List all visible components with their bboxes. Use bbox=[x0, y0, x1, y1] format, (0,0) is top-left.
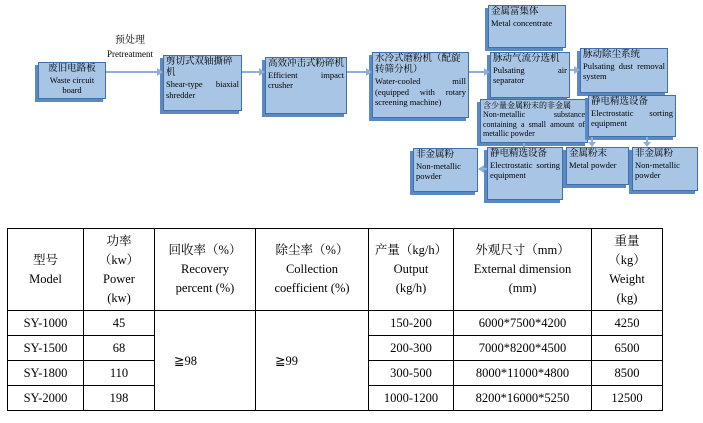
header-line: (kw) bbox=[107, 290, 131, 305]
flow-box-metal-concentrate bbox=[488, 5, 566, 48]
cell-weight: 4250 bbox=[592, 311, 663, 336]
arrow-crusher-to-mill bbox=[347, 71, 371, 73]
cell-power: 68 bbox=[84, 336, 155, 361]
water-cooled-mill-en: Water-cooled mill (equipped with rotary screening machine) bbox=[375, 76, 466, 107]
waste-circuit-board-zh: 废旧电路板 bbox=[48, 64, 96, 74]
pulsating-dust-removal-en: Pulsating dust removal system bbox=[583, 61, 665, 82]
col-header-weight bbox=[592, 229, 663, 311]
flow-box-electrostatic-left bbox=[487, 147, 563, 200]
nonmetal-powder-left-zh: 非金属粉 bbox=[416, 150, 455, 160]
spec-table bbox=[7, 228, 663, 411]
arrowhead-icon bbox=[643, 142, 651, 147]
header-line: percent (%) bbox=[175, 281, 235, 295]
col-header-dimension bbox=[454, 229, 592, 311]
flow-box-impact-crusher bbox=[265, 57, 347, 114]
table-header-row bbox=[8, 229, 663, 311]
electrostatic-right-en: Electrostatic sorting equipment bbox=[591, 108, 673, 129]
cell-power: 45 bbox=[84, 311, 155, 336]
cell-power: 198 bbox=[84, 386, 155, 411]
header-line: 外观尺寸（mm） bbox=[475, 243, 570, 257]
arrow-mill-to-separator bbox=[469, 71, 489, 73]
header-line: Collection bbox=[285, 262, 339, 276]
water-cooled-mill-zh: 水冷式磨粉机（配旋转筛分机） bbox=[375, 54, 461, 76]
nonmetal-powder-right-en: Non-metallic powder bbox=[635, 160, 680, 181]
arrow-electrostatic-to-nonmetal-powder-right bbox=[646, 137, 648, 143]
flow-box-nonmetal-substance bbox=[480, 99, 588, 143]
cell-output: 150-200 bbox=[369, 311, 454, 336]
arrowhead-icon bbox=[157, 68, 163, 76]
nonmetal-substance-zh: 含少量金属粉末的非金属 bbox=[483, 101, 571, 110]
cell-output: 200-300 bbox=[369, 336, 454, 361]
header-line: 功率 bbox=[106, 233, 132, 248]
header-line: Output bbox=[393, 262, 429, 276]
cell-weight: 6500 bbox=[592, 336, 663, 361]
electrostatic-right-zh: 静电精选设备 bbox=[591, 97, 649, 107]
flow-box-nonmetal-powder-right bbox=[632, 147, 698, 191]
arrowhead-icon bbox=[588, 142, 596, 147]
nonmetal-powder-right-zh: 非金属粉 bbox=[635, 149, 674, 159]
flow-box-waste-circuit-board bbox=[38, 62, 106, 99]
pretreatment-label bbox=[90, 34, 170, 60]
arrowhead-icon bbox=[484, 68, 490, 76]
arrow-shredder-to-crusher bbox=[242, 71, 264, 73]
shear-shredder-zh: 剪切式双轴撕碎机 bbox=[166, 57, 233, 79]
cell-power: 110 bbox=[84, 361, 155, 386]
header-line: 重量 bbox=[614, 233, 640, 248]
nonmetal-substance-en: Non-metallic substance containing a small amount of metallic powder bbox=[483, 110, 585, 139]
cell-model: SY-1000 bbox=[8, 311, 84, 336]
flow-box-electrostatic-right bbox=[588, 95, 676, 137]
flow-box-water-cooled-mill bbox=[372, 52, 469, 118]
flow-box-shear-shredder bbox=[163, 55, 242, 111]
cell-dimension: 8200*16000*5250 bbox=[454, 386, 592, 411]
cell-model: SY-2000 bbox=[8, 386, 84, 411]
cell-recovery-merged: ≧98 bbox=[155, 311, 256, 411]
header-line: External dimension bbox=[473, 262, 572, 276]
arrowhead-icon bbox=[574, 66, 580, 74]
impact-crusher-zh: 高效冲击式粉碎机 bbox=[268, 59, 345, 69]
header-line: Weight bbox=[609, 271, 645, 286]
arrow-waste-to-shredder bbox=[106, 71, 162, 73]
flow-box-pulsating-dust-removal bbox=[580, 48, 668, 93]
header-line: 除尘率（%） bbox=[275, 243, 349, 257]
pulsating-dust-removal-zh: 脉动除尘系统 bbox=[583, 50, 641, 60]
metal-powder-en: Metal powder bbox=[569, 160, 617, 171]
cell-output: 300-500 bbox=[369, 361, 454, 386]
electrostatic-left-en: Electrostatic sorting equipment bbox=[490, 160, 560, 181]
col-header-collection bbox=[256, 229, 369, 311]
waste-circuit-board-en: Waste circuit board bbox=[49, 75, 95, 96]
header-line: (kg/h) bbox=[395, 281, 427, 295]
cell-dimension: 6000*7500*4200 bbox=[454, 311, 592, 336]
arrow-separator-to-dust-removal bbox=[570, 69, 579, 71]
header-line: Recovery bbox=[181, 262, 229, 276]
metal-concentrate-en: Metal concentrate bbox=[491, 18, 553, 29]
cell-weight: 12500 bbox=[592, 386, 663, 411]
col-header-recovery bbox=[155, 229, 256, 311]
col-header-power bbox=[84, 229, 155, 311]
arrowhead-icon bbox=[478, 165, 484, 173]
pulsating-air-separator-en: Pulsating air separator bbox=[493, 65, 567, 86]
cell-dimension: 8000*11000*4800 bbox=[454, 361, 592, 386]
pulsating-air-separator-zh: 脉动气流分选机 bbox=[493, 54, 560, 64]
shear-shredder-en: Shear-type biaxial shredder bbox=[166, 79, 239, 100]
header-line: coefficient (%) bbox=[274, 281, 350, 295]
connector-substance-to-electrostatic bbox=[523, 143, 525, 147]
metal-powder-zh: 金属粉末 bbox=[569, 149, 608, 159]
pretreatment-label-en: Pretreatment bbox=[107, 49, 153, 59]
metal-concentrate-zh: 金属富集体 bbox=[491, 7, 539, 17]
table-row bbox=[8, 311, 663, 336]
flow-box-metal-powder bbox=[566, 147, 629, 185]
electrostatic-left-zh: 静电精选设备 bbox=[490, 149, 548, 159]
header-line: 型号 bbox=[32, 252, 58, 267]
cell-weight: 8500 bbox=[592, 361, 663, 386]
header-line: (kg) bbox=[616, 290, 638, 305]
nonmetal-powder-left-en: Non-metallic powder bbox=[416, 161, 461, 182]
flow-box-pulsating-air-separator bbox=[490, 52, 570, 98]
arrow-electrostatic-to-nonmetal-powder bbox=[479, 168, 487, 170]
header-line: （kw） bbox=[98, 252, 140, 267]
header-line: Model bbox=[29, 271, 62, 286]
cell-model: SY-1800 bbox=[8, 361, 84, 386]
header-line: Power bbox=[103, 271, 135, 286]
col-header-output bbox=[369, 229, 454, 311]
cell-model: SY-1500 bbox=[8, 336, 84, 361]
header-line: 产量（kg/h） bbox=[374, 243, 448, 257]
header-line: (mm) bbox=[508, 281, 537, 295]
flow-box-nonmetal-powder-left bbox=[413, 148, 478, 192]
arrowhead-icon bbox=[259, 68, 265, 76]
arrowhead-icon bbox=[366, 68, 372, 76]
cell-collection-merged: ≧99 bbox=[256, 311, 369, 411]
pretreatment-label-zh: 预处理 bbox=[115, 35, 145, 46]
col-header-model bbox=[8, 229, 84, 311]
impact-crusher-en: Efficient impact crusher bbox=[268, 70, 344, 91]
cell-output: 1000-1200 bbox=[369, 386, 454, 411]
cell-dimension: 7000*8200*4500 bbox=[454, 336, 592, 361]
header-line: 回收率（%） bbox=[168, 243, 242, 257]
header-line: （kg） bbox=[608, 252, 646, 267]
arrow-electrostatic-to-metal-powder bbox=[591, 137, 593, 143]
